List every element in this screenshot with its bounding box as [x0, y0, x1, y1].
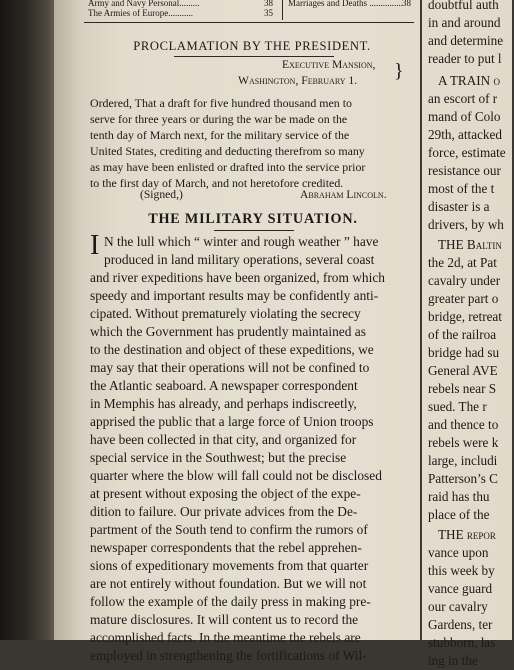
text-line: are not entirely without foundation. But we will not — [90, 576, 367, 591]
text-line: this week by — [428, 563, 495, 578]
toc-page-number: 38 — [264, 0, 273, 8]
text-line: sued. The r — [428, 399, 487, 414]
section-rule — [84, 22, 414, 23]
text-line: disaster is a — [428, 199, 490, 214]
text-line: bridge, retreat — [428, 309, 502, 324]
text-line: which the Government has prudently maintained as — [90, 324, 366, 339]
text-line: of the railroa — [428, 327, 497, 342]
signature: Abraham Lincoln. — [300, 188, 387, 201]
toc-divider — [282, 0, 283, 20]
text-line: N the lull which “ winter and rough weather ” have — [104, 234, 379, 249]
toc-row — [84, 0, 414, 8]
text-line: cipated. Without prematurely violating the secrecy — [90, 306, 361, 321]
text-line: Patterson’s C — [428, 471, 498, 486]
text-line: Gardens, ter — [428, 617, 493, 632]
book-binding-gutter — [0, 0, 58, 640]
text-line: in Memphis has already, and perhaps indiscreetly, — [90, 396, 357, 411]
text-line: at present without exposing the object of the expe- — [90, 486, 361, 501]
text-line: have been collected in that city, and organized for — [90, 432, 357, 447]
text-line: accomplished facts. In the meantime the rebels are — [90, 630, 361, 645]
text-line: THE Baltin — [438, 237, 502, 252]
column-rule — [420, 0, 422, 640]
text-line: Ordered, That a draft for five hundred thousand men to — [90, 96, 352, 110]
proclamation-place: Executive Mansion, — [282, 58, 376, 71]
text-line: United States, crediting and deducting therefrom so many — [90, 144, 365, 158]
title-rule — [214, 230, 294, 231]
table-of-contents — [84, 0, 414, 20]
text-line: tenth day of March next, for the military service of the — [90, 128, 350, 142]
right-column — [424, 0, 514, 668]
text-line: dition to failure. Our private advices from the De- — [90, 504, 358, 519]
text-line: may say that their operations will not be confined to — [90, 360, 370, 375]
text-line: bridge had su — [428, 345, 500, 360]
text-line: serve for three years or during the war be made on the — [90, 112, 348, 126]
text-line: our cavalry — [428, 599, 488, 614]
newspaper-page — [54, 0, 512, 668]
proclamation-date: Washington, February 1. — [238, 74, 358, 87]
text-line: place of the — [428, 507, 490, 522]
toc-row — [84, 8, 414, 18]
text-line: and determine — [428, 33, 504, 48]
text-line: cavalry under — [428, 273, 501, 288]
text-line: quarter where the blow will fall could not be disclosed — [90, 468, 382, 483]
text-line: drivers, by wh — [428, 217, 504, 232]
drop-cap: I — [90, 230, 100, 261]
toc-item: Army and Navy Personal......... — [88, 0, 200, 8]
text-line: and river expeditions have been organized, from which — [90, 270, 385, 285]
text-line: vance guard — [428, 581, 493, 596]
text-line: mand of Colo — [428, 109, 501, 124]
text-line: follow the example of the daily press in making pre- — [90, 594, 371, 609]
text-line: vance upon — [428, 545, 489, 560]
toc-item: The Armies of Europe........... — [88, 8, 193, 18]
text-line: General AVE — [428, 363, 498, 378]
brace-mark: } — [394, 60, 404, 82]
text-line: A TRAIN o — [438, 73, 500, 88]
text-line: resistance our — [428, 163, 501, 178]
text-line: the 2d, at Pat — [428, 255, 497, 270]
toc-page-number: 35 — [264, 8, 273, 18]
text-line: most of the t — [428, 181, 495, 196]
text-line: rebels near S — [428, 381, 497, 396]
text-line: to the first day of March, and not heretofore credited. — [90, 176, 344, 190]
text-line: THE repor — [438, 527, 496, 542]
text-line: partment of the South tend to confirm the rumors of — [90, 522, 368, 537]
text-line: force, estimate — [428, 145, 506, 160]
text-line: employed in strengthening the fortifications of Wil- — [90, 648, 367, 663]
text-line: ing in the — [428, 653, 478, 668]
text-line: special service in the Southwest; but the precise — [90, 450, 347, 465]
text-line: doubtful auth — [428, 0, 499, 12]
article-title: THE MILITARY SITUATION. — [148, 211, 358, 227]
text-line: to the destination and object of these expeditions, we — [90, 342, 374, 357]
text-line: speedy and important results may be confidently anti- — [90, 288, 379, 303]
text-line: mature disclosures. It will content us to record the — [90, 612, 359, 627]
text-line: sions of expeditionary movements from that quarter — [90, 558, 369, 573]
text-line: rebels were k — [428, 435, 499, 450]
toc-page-number: 38 — [402, 0, 411, 8]
text-line: newspaper correspondents that the rebel apprehen- — [90, 540, 362, 555]
toc-item: Marriages and Deaths ............... — [288, 0, 403, 8]
text-line: 29th, attacked — [428, 127, 502, 142]
proclamation-title: PROCLAMATION BY THE PRESIDENT. — [133, 39, 371, 53]
text-line: produced in land military operations, several coast — [104, 252, 375, 267]
text-line: reader to put l — [428, 51, 502, 66]
text-line: and thence to — [428, 417, 499, 432]
text-line: raid has thu — [428, 489, 490, 504]
text-line: large, includi — [428, 453, 498, 468]
text-line: an escort of r — [428, 91, 498, 106]
text-line: as may have been enlisted or drafted into the service prior — [90, 160, 366, 174]
signed-label: (Signed,) — [140, 188, 183, 201]
text-line: greater part o — [428, 291, 499, 306]
text-line: stubborn, las — [428, 635, 496, 650]
text-line: apprised the public that a large force of Union troops — [90, 414, 374, 429]
text-line: in and around — [428, 15, 501, 30]
text-line: the Atlantic seaboard. A newspaper correspondent — [90, 378, 358, 393]
